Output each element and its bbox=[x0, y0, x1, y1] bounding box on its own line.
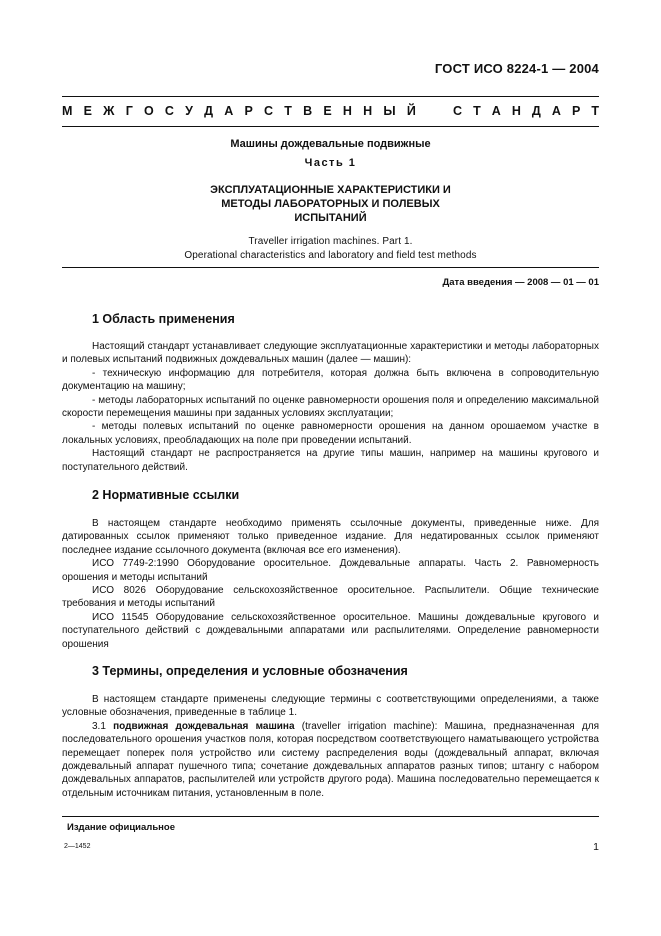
banner-letter: Н bbox=[342, 104, 352, 118]
section-2-heading: 2 Нормативные ссылки bbox=[92, 488, 240, 502]
english-title bbox=[62, 235, 599, 262]
banner-letter: Р bbox=[571, 104, 581, 118]
banner-letter: А bbox=[551, 104, 561, 118]
banner-letter: Ж bbox=[103, 104, 115, 118]
page-number: 1 bbox=[593, 841, 599, 853]
reference-item: ИСО 8026 Оборудование сельскохозяйственное оросительное. Распылители. Общие технические требования и методы испытаний bbox=[62, 585, 599, 610]
official-edition-label: Издание официальное bbox=[67, 822, 175, 833]
banner-letter: Н bbox=[363, 104, 373, 118]
interstate-standard-banner bbox=[62, 104, 599, 118]
reference-item: ИСО 11545 Оборудование сельскохозяйственное оросительное. Машины дождевальные кругового и поступательного действий с дождевальными аппаратами или распылителями. Определение равномерности орошения bbox=[62, 611, 599, 650]
sheet-code: 2—1452 bbox=[64, 843, 91, 850]
banner-letter: О bbox=[143, 104, 154, 118]
banner-letter: А bbox=[491, 104, 501, 118]
list-item: - техническую информацию для потребителя, которая должна быть включена в сопроводительную документацию на машину; bbox=[62, 367, 599, 393]
banner-letter: А bbox=[224, 104, 234, 118]
standard-code: ГОСТ ИСО 8224-1 — 2004 bbox=[434, 61, 599, 76]
section-1-body bbox=[62, 340, 599, 474]
banner-letter: Г bbox=[125, 104, 133, 118]
banner-letter: У bbox=[185, 104, 193, 118]
paragraph: Настоящий стандарт устанавливает следующие эксплуатационные характеристики и методы лабораторных и полевых испытаний подвижных дождевальных машин (далее — машин): bbox=[62, 341, 599, 366]
section-2-body bbox=[62, 517, 599, 651]
paragraph: В настоящем стандарте применены следующие термины с соответствующими определениями, а также условные обозначения, приведенные в таблице 1. bbox=[62, 694, 599, 719]
introduction-date: Дата введения — 2008 — 01 — 01 bbox=[442, 277, 599, 288]
banner-letter: С bbox=[453, 104, 463, 118]
title-caps-line: ЭКСПЛУАТАЦИОННЫЕ ХАРАКТЕРИСТИКИ И bbox=[210, 184, 451, 196]
top-rule bbox=[62, 96, 599, 97]
banner-letter: Т bbox=[473, 104, 481, 118]
footer-rule bbox=[62, 816, 599, 817]
banner-letter: Е bbox=[83, 104, 92, 118]
english-title-line: Operational characteristics and laboratory and field test methods bbox=[184, 249, 477, 261]
title-caps bbox=[62, 183, 599, 225]
section-3-body bbox=[62, 693, 599, 800]
term-definition bbox=[62, 720, 599, 800]
title-caps-line: ИСПЫТАНИЙ bbox=[294, 212, 367, 224]
banner-word-standard bbox=[453, 104, 599, 118]
title-bottom-rule bbox=[62, 267, 599, 268]
banner-word-interstate bbox=[62, 104, 416, 118]
banner-letter: М bbox=[62, 104, 73, 118]
banner-letter: Й bbox=[406, 104, 416, 118]
banner-letter: Н bbox=[511, 104, 521, 118]
banner-letter: Р bbox=[244, 104, 253, 118]
term-number: 3.1 bbox=[92, 720, 114, 732]
reference-item: ИСО 7749-2:1990 Оборудование оросительное. Дождевальные аппараты. Часть 2. Равномерность орошения и методы испытаний bbox=[62, 558, 599, 583]
term-text: (traveller irrigation machine): Машина, предназначенная для последовательного орошения участков поля, которая посредством соответствующего наматывающего устройства перемещает поперек поля устройство или систему распределения воды (дождевальный аппарат, включая дождевальный аппарат пушечного типа; сочетание дождевальных аппаратов разных типов; штангу с набором дождевальных аппаратов, распылителей или устройств другого рода). Машина последовательно перемещается к отдельным источникам питания, установленным в поле. bbox=[62, 720, 600, 799]
banner-letter: Д bbox=[204, 104, 214, 118]
section-1-heading: 1 Область применения bbox=[92, 312, 235, 326]
banner-letter: С bbox=[264, 104, 274, 118]
paragraph: Настоящий стандарт не распространяется на другие типы машин, например на машины кругового и поступательного действий. bbox=[62, 448, 599, 473]
section-3-heading: 3 Термины, определения и условные обозначения bbox=[92, 664, 408, 678]
banner-letter: Т bbox=[591, 104, 599, 118]
paragraph: В настоящем стандарте необходимо применять ссылочные документы, приведенные ниже. Для датированных ссылок применяют только приведенное издание. Для недатированных ссылок применяют последнее издание ссылочного документа (включая все его изменения). bbox=[62, 518, 599, 556]
banner-letter: Е bbox=[323, 104, 332, 118]
title-line: Машины дождевальные подвижные bbox=[230, 138, 431, 150]
banner-letter: Ы bbox=[383, 104, 396, 118]
list-item: - методы полевых испытаний по оценке равномерности орошения на данном орошаемом участке в локальных условиях, преобладающих на поле при проведении испытаний. bbox=[62, 421, 599, 446]
banner-letter: С bbox=[164, 104, 174, 118]
banner-letter: Т bbox=[284, 104, 292, 118]
banner-letter: Д bbox=[531, 104, 541, 118]
title-caps-line: МЕТОДЫ ЛАБОРАТОРНЫХ И ПОЛЕВЫХ bbox=[221, 198, 440, 210]
term-name: подвижная дождевальная машина bbox=[113, 720, 295, 732]
banner-letter: В bbox=[303, 104, 313, 118]
banner-rule bbox=[62, 126, 599, 127]
list-item: - методы лабораторных испытаний по оценке равномерности орошения поля и определению максимальной скорости перемещения машины при заданных условиях эксплуатации; bbox=[62, 394, 599, 420]
part-label: Часть 1 bbox=[304, 157, 357, 169]
english-title-line: Traveller irrigation machines. Part 1. bbox=[248, 236, 413, 247]
